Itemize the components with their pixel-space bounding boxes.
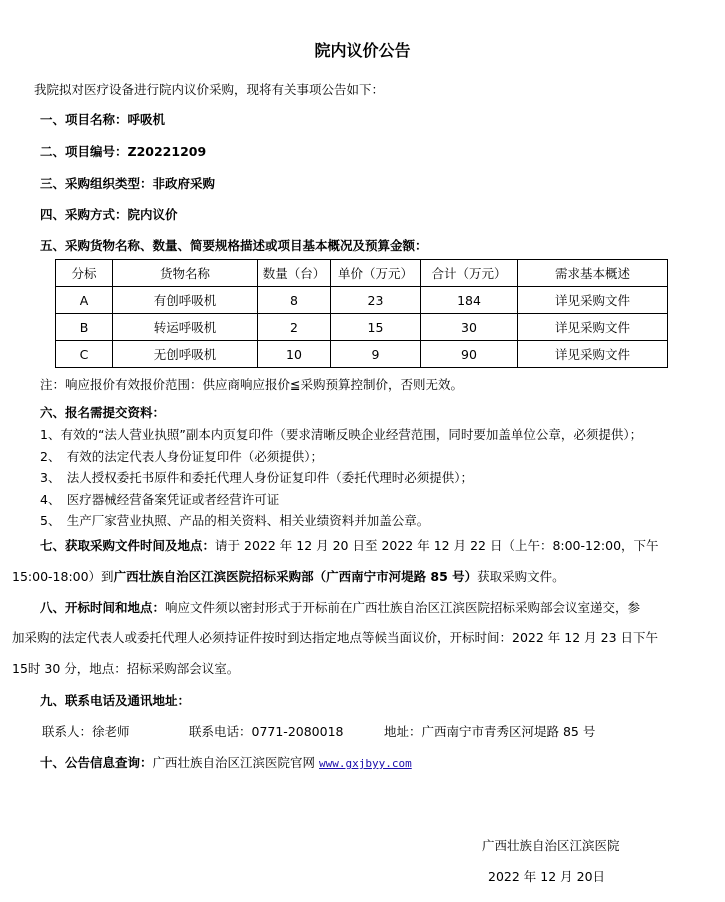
section-8-line-3: 15时 30 分，地点：招标采购部会议室。: [12, 661, 240, 676]
section-7-label: 七、获取采购文件时间及地点：: [40, 538, 216, 553]
table-cell: C: [56, 341, 113, 368]
section-2-value: Z20221209: [127, 144, 207, 159]
section-10-value: 广西壮族自治区江滨医院官网: [152, 755, 316, 770]
table-cell: 30: [421, 314, 518, 341]
table-cell: 90: [421, 341, 518, 368]
signature-date: 2022 年 12 月 20日: [488, 869, 606, 884]
table-cell: 2: [258, 314, 331, 341]
goods-table: [55, 259, 668, 368]
table-cell: A: [56, 287, 113, 314]
contact-person: 联系人：徐老师: [42, 724, 130, 739]
table-row: [56, 314, 668, 341]
list-item: 1、有效的“法人营业执照”副本内页复印件（要求清晰反映企业经营范围，同时要加盖单位公章，必须提供）；: [40, 427, 643, 442]
section-9-label: 九、联系电话及通讯地址：: [40, 693, 191, 708]
list-item: 3、 法人授权委托书原件和委托代理人身份证复印件（委托代理时必须提供）；: [40, 470, 473, 485]
website-link[interactable]: www.gxjbyy.com: [319, 757, 412, 770]
table-cell: 详见采购文件: [518, 287, 668, 314]
section-1-value: 呼吸机: [127, 112, 166, 127]
page-title: 院内议价公告: [314, 41, 411, 60]
list-item: 2、 有效的法定代表人身份证复印件（必须提供）；: [40, 449, 323, 464]
table-cell: 无创呼吸机: [113, 341, 258, 368]
table-cell: 23: [331, 287, 421, 314]
signature-org: 广西壮族自治区江滨医院: [482, 838, 620, 853]
section-8-label: 八、开标时间和地点：: [40, 600, 166, 615]
section-2-label: 二、项目编号：: [40, 144, 128, 159]
table-cell: 9: [331, 341, 421, 368]
table-cell: 8: [258, 287, 331, 314]
budget-note: 注：响应报价有效报价范围：供应商响应报价≦采购预算控制价，否则无效。: [40, 377, 463, 392]
table-cell: 15: [331, 314, 421, 341]
section-3: [40, 174, 215, 192]
list-item: 4、 医疗器械经营备案凭证或者经营许可证: [40, 492, 280, 507]
table-cell: 转运呼吸机: [113, 314, 258, 341]
table-header-cell: 单价（万元）: [331, 260, 421, 287]
section-5-label: 五、采购货物名称、数量、简要规格描述或项目基本概况及预算金额：: [40, 238, 428, 253]
section-1-label: 一、项目名称：: [40, 112, 128, 127]
section-8-line-1: [40, 598, 640, 616]
table-header-cell: 数量（台）: [258, 260, 331, 287]
table-cell: 184: [421, 287, 518, 314]
section-7-text: 请于 2022 年 12 月 20 日至 2022 年 12 月 22 日（上午：8:00-12:00，下午: [215, 538, 659, 553]
table-header-cell: 货物名称: [113, 260, 258, 287]
table-row: [56, 341, 668, 368]
list-item: 5、 生产厂家营业执照、产品的相关资料、相关业绩资料并加盖公章。: [40, 513, 430, 528]
section-8-text: 响应文件须以密封形式于开标前在广西壮族自治区江滨医院招标采购部会议室递交，参: [165, 600, 641, 615]
section-7-location: 广西壮族自治区江滨医院招标采购部（广西南宁市河堤路 85 号）: [113, 569, 478, 584]
table-cell: 有创呼吸机: [113, 287, 258, 314]
section-7-line-1: [40, 536, 659, 554]
section-10: [40, 753, 412, 771]
section-3-value: 非政府采购: [152, 176, 216, 191]
section-10-label: 十、公告信息查询：: [40, 755, 153, 770]
table-cell: 详见采购文件: [518, 314, 668, 341]
table-header-row: [56, 260, 668, 287]
section-8-line-2: 加采购的法定代表人或委托代理人必须持证件按时到达指定地点等候当面议价，开标时间：2022 年 12 月 23 日下午: [12, 630, 658, 645]
contact-address: 地址：广西南宁市青秀区河堤路 85 号: [384, 724, 596, 739]
section-6-label: 六、报名需提交资料：: [40, 405, 166, 420]
section-7-line-2: [12, 567, 565, 585]
table-row: [56, 287, 668, 314]
contact-phone: 联系电话：0771-2080018: [189, 724, 344, 739]
section-4: [40, 205, 178, 223]
section-3-label: 三、采购组织类型：: [40, 176, 153, 191]
section-2: [40, 142, 206, 160]
section-7-text: 15:00-18:00）到: [12, 569, 114, 584]
section-4-value: 院内议价: [127, 207, 178, 222]
table-cell: 详见采购文件: [518, 341, 668, 368]
table-header-cell: 分标: [56, 260, 113, 287]
table-header-cell: 需求基本概述: [518, 260, 668, 287]
section-4-label: 四、采购方式：: [40, 207, 128, 222]
table-cell: B: [56, 314, 113, 341]
table-cell: 10: [258, 341, 331, 368]
table-header-cell: 合计（万元）: [421, 260, 518, 287]
section-7-text: 获取采购文件。: [477, 569, 565, 584]
intro-text: 我院拟对医疗设备进行院内议价采购，现将有关事项公告如下：: [34, 82, 385, 97]
section-1: [40, 110, 165, 128]
